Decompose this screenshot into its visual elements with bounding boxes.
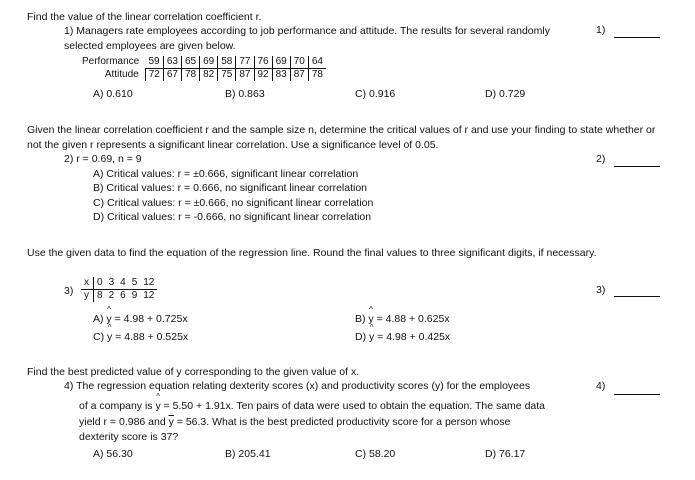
cell: 76: [254, 56, 272, 69]
choice-letter: C): [93, 331, 105, 343]
q4-line3: [79, 416, 510, 428]
cell: 5: [129, 277, 141, 290]
cell: 72: [145, 69, 163, 82]
row-label-attitude: Attitude: [104, 68, 139, 80]
section4-instruction: Find the best predicted value of y corresponding to the given value of x.: [27, 366, 360, 378]
q4-choice-b: B) 205.41: [225, 448, 271, 460]
cell: 3: [106, 277, 118, 290]
q4-choice-a: A) 56.30: [93, 448, 133, 460]
q1-data-table: [79, 56, 326, 81]
cell: 12: [140, 277, 157, 290]
cell: 65: [182, 56, 200, 69]
choice-letter: A): [93, 313, 104, 325]
table-row: [79, 69, 326, 82]
table-row: [81, 277, 157, 290]
section1-instruction: Find the value of the linear correlation coefficient r.: [27, 11, 262, 23]
row-label-x: x: [81, 277, 94, 290]
cell: 69: [272, 56, 290, 69]
choice-equation: = 4.88 + 0.625x: [373, 313, 450, 325]
q4-line4: dexterity score is 37?: [79, 431, 179, 443]
choice-equation: = 4.88 + 0.525x: [112, 331, 189, 343]
cell: 77: [236, 56, 254, 69]
q3-choice-d: [355, 331, 450, 343]
cell: 63: [163, 56, 181, 69]
cell: 92: [254, 69, 272, 82]
choice-letter: B): [355, 313, 366, 325]
y-hat: ^ y: [107, 331, 112, 343]
cell: 6: [120, 290, 126, 301]
section2-instruction: Given the linear correlation coefficient r and the sample size n, determine the critical values of r and use your finding to state whether or not the given r represents a significant linear correlation. Use a significance level of 0.05.: [27, 124, 656, 151]
table-row: [81, 290, 157, 303]
q2-choice-a: A) Critical values: r = ±0.666, significant linear correlation: [93, 168, 359, 180]
cell: 4: [117, 277, 129, 290]
q4-line2-pre: of a company is: [79, 400, 156, 412]
q2-text: 2) r = 0.69, n = 9: [64, 153, 142, 165]
q4-line2-post: = 5.50 + 1.91x. Ten pairs of data were used to obtain the equation. The same data: [160, 400, 545, 412]
choice-equation: = 4.98 + 0.725x: [111, 313, 188, 325]
cell: 59: [145, 56, 163, 69]
q2-choice-b: B) Critical values: r = 0.666, no significant linear correlation: [93, 182, 368, 194]
cell: 9: [131, 290, 138, 301]
y-hat: ^ y: [368, 313, 373, 325]
cell: 87: [236, 69, 254, 82]
table-row: [79, 56, 326, 69]
q1-text: 1) Managers rate employees according to job performance and attitude. The results for several randomly selected employees are given below.: [64, 25, 550, 52]
q4-line1: 4) The regression equation relating dexterity scores (x) and productivity scores (y) for the employees: [64, 380, 531, 392]
cell: 78: [308, 69, 326, 82]
q4-answer-number: 4): [596, 380, 606, 392]
cell: 70: [290, 56, 308, 69]
cell: 0: [94, 277, 106, 290]
row-label-y: y: [81, 290, 94, 303]
cell: 8: [97, 290, 103, 301]
cell: 75: [218, 69, 236, 82]
q4-line2: [79, 400, 545, 412]
cell: 2: [108, 290, 115, 301]
q3-number: 3): [64, 285, 74, 297]
q4-choice-d: D) 76.17: [485, 448, 526, 460]
choice-equation: = 4.98 + 0.425x: [374, 331, 451, 343]
cell: 78: [182, 69, 200, 82]
section3-instruction: Use the given data to find the equation of the regression line. Round the final values to three significant digits, if necessary.: [27, 247, 597, 259]
q4-choice-c: C) 58.20: [355, 448, 396, 460]
cell: 82: [200, 69, 218, 82]
q1-choice-d: D) 0.729: [485, 88, 526, 100]
y-bar: $\overline{y}$: [168, 416, 174, 428]
q1-choice-a: A) 0.610: [93, 88, 133, 100]
cell: 64: [308, 56, 326, 69]
row-label-performance: Performance: [82, 56, 140, 68]
q1-answer-blank[interactable]: [614, 37, 660, 38]
q1-choice-c: C) 0.916: [355, 88, 396, 100]
q3-data-table: [81, 277, 157, 302]
y-hat: ^ y: [106, 313, 111, 325]
y-hat: ^ y: [155, 400, 160, 412]
q2-answer-blank[interactable]: [614, 166, 660, 167]
cell: 69: [200, 56, 218, 69]
q2-choice-d: D) Critical values: r = -0.666, no significant linear correlation: [93, 211, 372, 223]
q3-answer-blank[interactable]: [614, 296, 660, 297]
y-hat: ^ y: [369, 331, 374, 343]
cell: 67: [163, 69, 181, 82]
q2-choice-c: C) Critical values: r = ±0.666, no significant linear correlation: [93, 197, 374, 209]
q4-line3-post: = 56.3. What is the best predicted productivity score for a person whose: [173, 416, 511, 428]
cell: 58: [218, 56, 236, 69]
q1-answer-number: 1): [596, 24, 606, 36]
cell: 87: [290, 69, 308, 82]
cell: 83: [272, 69, 290, 82]
q4-answer-blank[interactable]: [614, 394, 660, 395]
q3-choice-c: [93, 331, 188, 343]
q2-answer-number: 2): [596, 153, 606, 165]
q4-line3-pre: yield r = 0.986 and: [79, 416, 169, 428]
q1-choice-b: B) 0.863: [225, 88, 265, 100]
cell: 12: [143, 290, 155, 301]
choice-letter: D): [355, 331, 367, 343]
q3-answer-number: 3): [596, 284, 606, 296]
